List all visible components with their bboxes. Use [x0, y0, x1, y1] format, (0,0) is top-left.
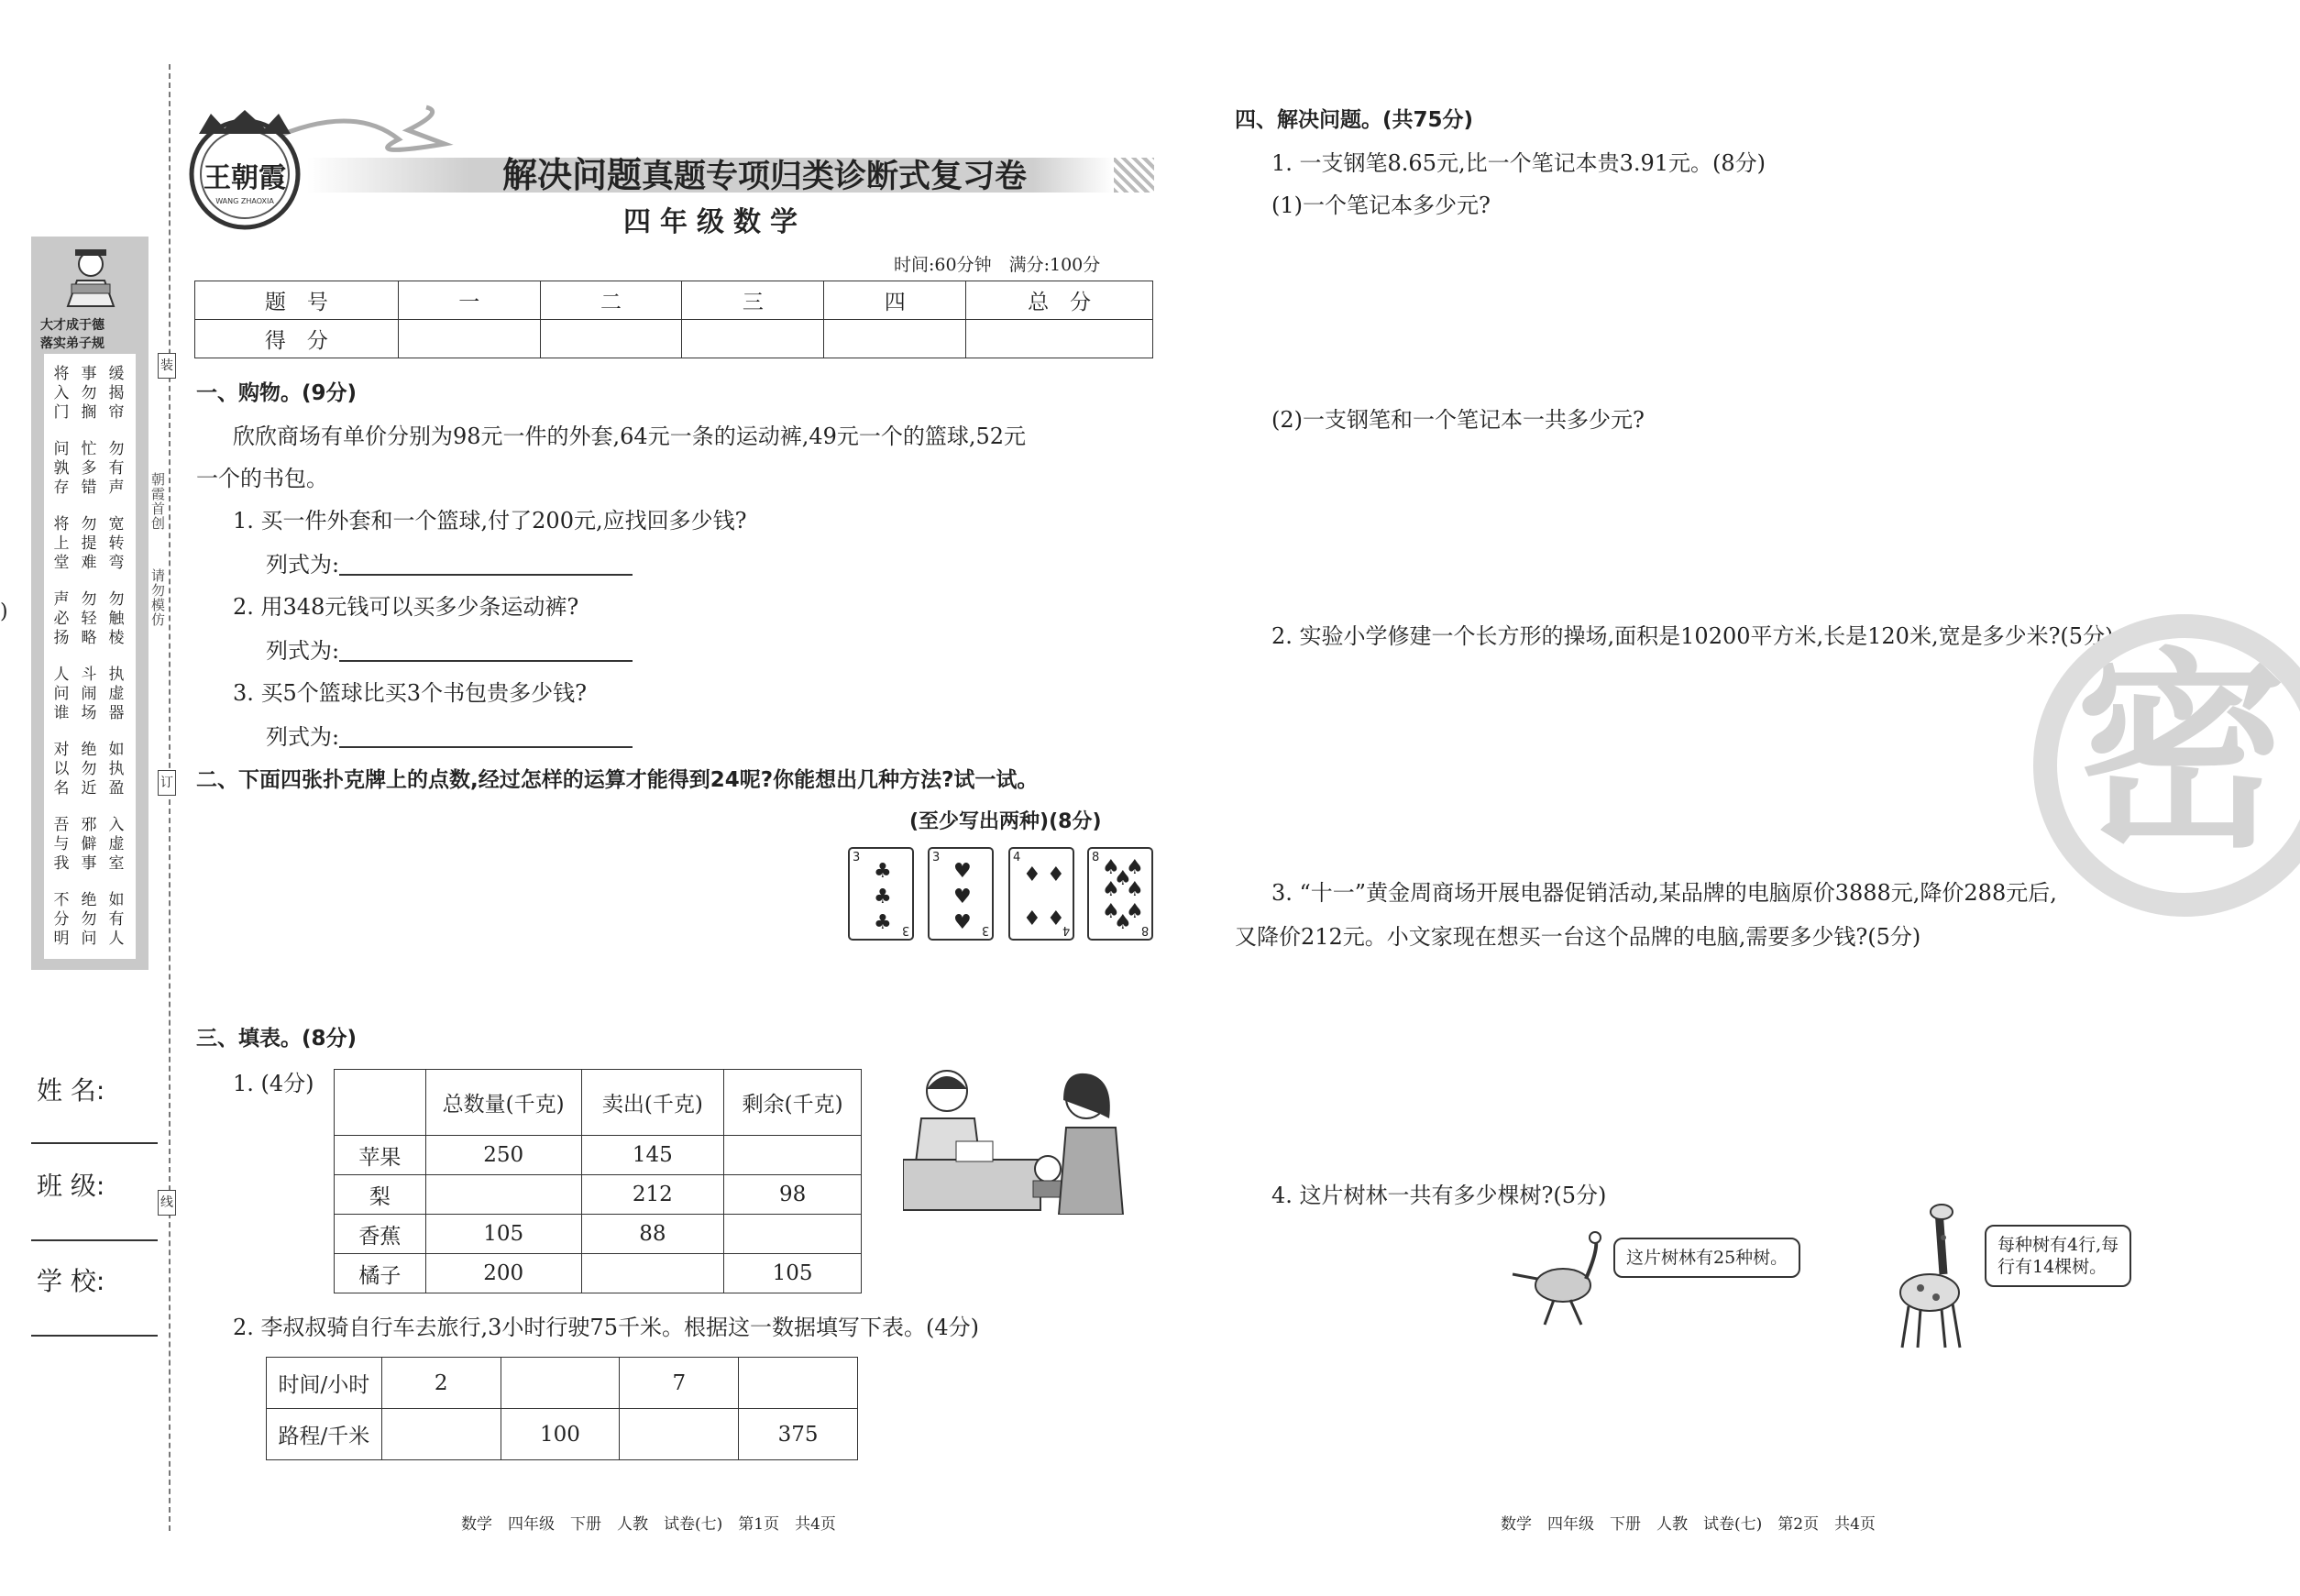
section1-heading: 一、购物。(9分) [196, 381, 358, 405]
card-rank-top: 4 [1013, 851, 1021, 864]
section4-question-1a: (1)一个笔记本多少元? [1271, 193, 1491, 218]
section4-question-4: 4. 这片树林一共有多少棵树?(5分) [1271, 1183, 1607, 1208]
section1-question-2: 2. 用348元钱可以买多少条运动裤? [233, 594, 579, 620]
fruit-value-cell: 145 [581, 1136, 724, 1175]
fruit-value-cell: 98 [724, 1175, 862, 1215]
formula-answer-2[interactable] [339, 638, 633, 662]
exam-subtitle: 四年级数学 [623, 206, 807, 238]
section1-intro-1: 欣欣商场有单价分别为98元一件的外套,64元一条的运动裤,49元一个的篮球,52元 [233, 424, 1027, 449]
school-label: 学 校: [37, 1266, 105, 1296]
score-header-cell: 题 号 [195, 281, 399, 320]
card-rank-bottom: 4 [1062, 923, 1070, 937]
formula-answer-1[interactable] [339, 552, 633, 576]
fruit-table-header [335, 1070, 862, 1136]
section1-question-3: 3. 买5个篮球比买3个书包贵多少钱? [233, 680, 587, 706]
score-header-cell: 一 [398, 281, 540, 320]
ostrich-speech-text: 这片树林有25种树。 [1626, 1248, 1788, 1268]
score-label-cell: 得 分 [195, 320, 399, 358]
giraffe-speech-bubble [1985, 1225, 2131, 1287]
binding-mark-2: 订 [158, 770, 176, 796]
travel-value-cell: 375 [739, 1409, 858, 1460]
card-suit-icon: ♥ [953, 911, 972, 934]
section2-note: (至少写出两种)(8分) [909, 810, 1102, 833]
section3-question-2: 2. 李叔叔骑自行车去旅行,3小时行驶75千米。根据这一数据填写下表。(4分) [233, 1315, 979, 1340]
formula-row-1 [266, 552, 633, 576]
fruit-name-cell: 苹果 [335, 1136, 426, 1175]
maxim-column: 勿提难 [81, 515, 97, 572]
footer-left: 数学 四年级 下册 人教 试卷(七) 第1页 共4页 [461, 1515, 836, 1534]
maxim-column: 吾与我 [53, 816, 70, 873]
score-input-cell[interactable] [540, 320, 682, 358]
travel-label-cell: 时间/小时 [267, 1358, 382, 1409]
travel-blank-cell[interactable] [501, 1358, 620, 1409]
travel-blank-cell[interactable] [739, 1358, 858, 1409]
score-header-cell: 四 [824, 281, 966, 320]
maxim-column: 将入门 [53, 365, 70, 422]
playing-card [848, 847, 914, 941]
giraffe-speech-line2: 行有14棵树。 [1997, 1257, 2107, 1277]
travel-blank-cell[interactable] [381, 1409, 501, 1460]
exam-title [502, 155, 1028, 195]
school-field[interactable] [31, 1335, 158, 1337]
card-rank-bottom: 8 [1140, 923, 1149, 937]
section2-heading: 二、下面四张扑克牌上的点数,经过怎样的运算才能得到24呢?你能想出几种方法?试一试。 [196, 768, 1039, 792]
fruit-table-row [335, 1215, 862, 1254]
maxim-column: 不分明 [53, 891, 70, 948]
ostrich-speech-bubble [1613, 1238, 1800, 1278]
section4-question-2: 2. 实验小学修建一个长方形的操场,面积是10200平方米,长是120米,宽是多少米?(5分) [1271, 623, 2114, 649]
travel-value-cell: 7 [620, 1358, 739, 1409]
card-rank-bottom: 3 [981, 923, 989, 937]
card-rank-top: 3 [932, 851, 941, 864]
maxim-column: 邪僻事 [81, 816, 97, 873]
fruit-name-cell: 香蕉 [335, 1215, 426, 1254]
travel-blank-cell[interactable] [620, 1409, 739, 1460]
card-rank-top: 8 [1092, 851, 1100, 864]
travel-table-row [267, 1358, 858, 1409]
card-suit-icon: ♦ [1047, 864, 1065, 886]
score-input-cell[interactable] [682, 320, 824, 358]
card-rank-bottom: 3 [901, 923, 909, 937]
formula-row-3 [266, 724, 633, 748]
maxim-column: 事勿搁 [81, 365, 97, 422]
logo-text: 王朝霞 [204, 162, 286, 194]
fruit-blank-cell[interactable] [724, 1136, 862, 1175]
score-header-cell: 总 分 [966, 281, 1153, 320]
card-suit-icon: ♠ [1102, 878, 1120, 901]
exam-title-rest: 真题专项归类诊断式复习卷 [642, 159, 1028, 195]
formula-answer-3[interactable] [339, 724, 633, 748]
section4-question-1: 1. 一支钢笔8.65元,比一个笔记本贵3.91元。(8分) [1271, 150, 1766, 176]
fruit-value-cell: 200 [425, 1254, 581, 1293]
logo-subtext: WANG ZHAOXIA [215, 197, 274, 205]
sidebar-motto-1: 大才成于德 [40, 318, 105, 333]
travel-value-cell: 100 [501, 1409, 620, 1460]
score-row-header [195, 281, 1153, 320]
fruit-table-row [335, 1254, 862, 1293]
travel-table [266, 1357, 858, 1460]
name-label: 姓 名: [37, 1075, 105, 1106]
card-suit-icon: ♠ [1114, 867, 1132, 890]
giraffe-illustration [1888, 1201, 1971, 1352]
confidential-stamp-char: 密 [2075, 632, 2287, 876]
fruit-name-cell: 橘子 [335, 1254, 426, 1293]
maxim-column: 声必扬 [53, 590, 70, 647]
score-header-cell: 三 [682, 281, 824, 320]
card-suit-icon: ♦ [1023, 864, 1041, 886]
card-suit-icon: ♠ [1126, 856, 1144, 879]
card-suit-icon: ♠ [1114, 911, 1132, 934]
fruit-blank-cell[interactable] [425, 1175, 581, 1215]
fruit-header-cell [335, 1070, 426, 1136]
title-bar-texture [1114, 158, 1154, 193]
maxim-column: 宽转弯 [108, 515, 125, 572]
playing-card [1008, 847, 1074, 941]
fruit-blank-cell[interactable] [724, 1215, 862, 1254]
maxim-column: 绝勿问 [81, 891, 97, 948]
binding-line [169, 64, 171, 1531]
formula-label: 列式为: [266, 552, 340, 578]
score-input-cell[interactable] [966, 320, 1153, 358]
maxims-box [44, 354, 136, 959]
fruit-value-cell: 250 [425, 1136, 581, 1175]
fruit-name-cell: 梨 [335, 1175, 426, 1215]
footer-right: 数学 四年级 下册 人教 试卷(七) 第2页 共4页 [1501, 1515, 1876, 1534]
maxim-column: 勿有声 [108, 440, 125, 497]
shop-scene-illustration [903, 1063, 1128, 1215]
maxim-column: 人问谁 [53, 666, 70, 722]
giraffe-speech-line1: 每种树有4行,每 [1997, 1235, 2119, 1255]
formula-label: 列式为: [266, 638, 340, 664]
card-suit-icon: ♥ [953, 860, 972, 883]
maxim-column: 如执盈 [108, 741, 125, 798]
time-info: 时间:60分钟 满分:100分 [894, 255, 1101, 275]
section3-heading: 三、填表。(8分) [196, 1027, 358, 1051]
fruit-value-cell: 105 [724, 1254, 862, 1293]
class-label: 班 级: [37, 1171, 105, 1201]
sidebar-motto-2: 落实弟子规 [40, 336, 105, 351]
card-suit-icon: ♠ [1126, 878, 1144, 901]
maxim-column: 绝勿近 [81, 741, 97, 798]
section4-question-3-line2: 又降价212元。小文家现在想买一台这个品牌的电脑,需要多少钱?(5分) [1235, 924, 1921, 950]
score-row-values [195, 320, 1153, 358]
playing-card [928, 847, 994, 941]
fruit-header-cell: 剩余(千克) [724, 1070, 862, 1136]
travel-value-cell: 2 [381, 1358, 501, 1409]
section4-question-1b: (2)一支钢笔和一个笔记本一共多少元? [1271, 407, 1645, 433]
card-suit-icon: ♥ [953, 886, 972, 908]
playing-card [1087, 847, 1153, 941]
copyright-note-1: 朝霞首创 [149, 472, 166, 531]
card-suit-icon: ♠ [1126, 900, 1144, 923]
maxim-column: 入虚室 [108, 816, 125, 873]
maxim-column: 对以名 [53, 741, 70, 798]
card-suit-icon: ♠ [1102, 856, 1120, 879]
section4-heading: 四、解决问题。(共75分) [1235, 108, 1474, 132]
score-header-cell: 二 [540, 281, 682, 320]
brand-logo [183, 108, 307, 232]
maxim-column: 问孰存 [53, 440, 70, 497]
card-suit-icon: ♠ [1102, 900, 1120, 923]
fruit-value-cell: 105 [425, 1215, 581, 1254]
fruit-header-cell: 总数量(千克) [425, 1070, 581, 1136]
exam-title-bold: 解决问题 [502, 155, 643, 195]
score-table [194, 281, 1153, 358]
card-suit-icon: ♣ [874, 860, 892, 883]
section4-question-3-line1: 3. “十一”黄金周商场开展电器促销活动,某品牌的电脑原价3888元,降价288元后, [1271, 880, 2057, 906]
fruit-table-row [335, 1136, 862, 1175]
binding-mark-1: 装 [158, 353, 176, 379]
fruit-header-cell: 卖出(千克) [581, 1070, 724, 1136]
card-suit-icon: ♦ [1023, 908, 1041, 930]
fruit-table-row [335, 1175, 862, 1215]
maxim-column: 缓揭帘 [108, 365, 125, 422]
maxim-column: 斗闹场 [81, 666, 97, 722]
ostrich-illustration [1508, 1228, 1618, 1329]
section1-question-1: 1. 买一件外套和一个篮球,付了200元,应找回多少钱? [233, 508, 747, 534]
maxim-column: 如有人 [108, 891, 125, 948]
sidebar-panel [31, 237, 149, 970]
section1-intro-2: 一个的书包。 [196, 466, 328, 491]
binding-mark-3: 线 [158, 1190, 176, 1216]
maxim-column: 勿轻略 [81, 590, 97, 647]
maxim-column: 将上堂 [53, 515, 70, 572]
score-input-cell[interactable] [398, 320, 540, 358]
class-field[interactable] [31, 1239, 158, 1241]
confidential-stamp [2033, 614, 2300, 917]
score-input-cell[interactable] [824, 320, 966, 358]
formula-label: 列式为: [266, 724, 340, 750]
copyright-note-2: 请勿模仿 [149, 568, 166, 627]
fruit-value-cell: 212 [581, 1175, 724, 1215]
section3-q1-label: 1. (4分) [233, 1071, 314, 1096]
maxim-column: 执虚器 [108, 666, 125, 722]
fruit-table [334, 1069, 862, 1293]
fruit-value-cell: 88 [581, 1215, 724, 1254]
formula-row-2 [266, 638, 633, 662]
travel-label-cell: 路程/千米 [267, 1409, 382, 1460]
scholar-figure-icon [59, 244, 123, 308]
card-suit-icon: ♣ [874, 886, 892, 908]
card-rank-top: 3 [853, 851, 861, 864]
name-field[interactable] [31, 1142, 158, 1144]
maxim-column: 忙多错 [81, 440, 97, 497]
travel-table-row [267, 1409, 858, 1460]
card-suit-icon: ♦ [1047, 908, 1065, 930]
left-paren: ) [0, 600, 8, 623]
fruit-blank-cell[interactable] [581, 1254, 724, 1293]
maxim-column: 勿触棱 [108, 590, 125, 647]
card-suit-icon: ♣ [874, 911, 892, 934]
